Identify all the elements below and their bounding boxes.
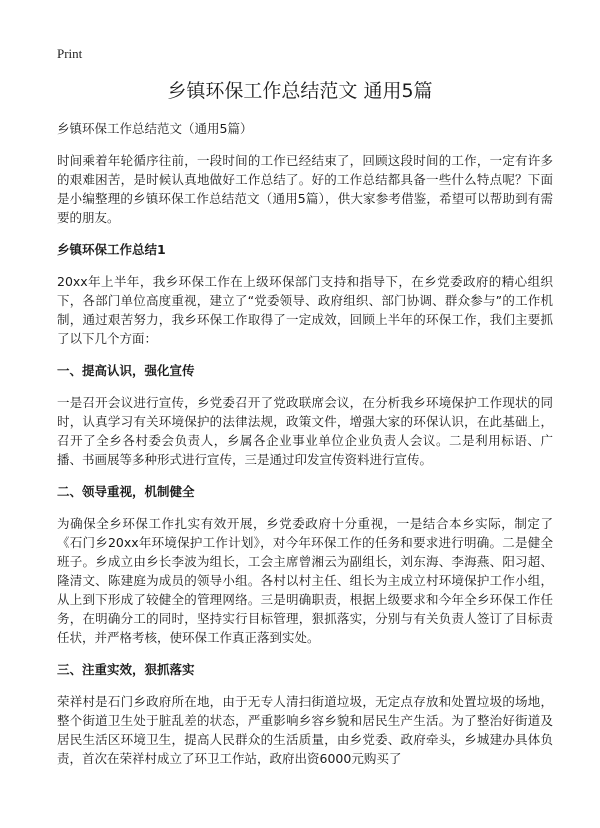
subheading-implementation: 三、注重实效，狠抓落实 xyxy=(57,662,195,677)
subheading-leadership: 二、领导重视，机制健全 xyxy=(57,484,195,499)
document-title: 乡镇环保工作总结范文 通用5篇 xyxy=(167,80,433,102)
paragraph-implementation: 荣祥村是石门乡政府所在地，由于无专人清扫街道垃圾，无定点存放和处置垃圾的场地，整个街道卫生处于脏乱差的状态，严重影响乡容乡貌和居民生产生活。为了整治好街道及居民生活区环境卫生，提高人民群众的生活质量，由乡党委、政府牵头，乡城建办具体负责，首次在荣祥村成立了环卫工作站，政府出资6000元购买了 xyxy=(57,694,553,766)
document-subtitle: 乡镇环保工作总结范文（通用5篇） xyxy=(57,121,253,136)
subheading-awareness: 一、提高认识，强化宣传 xyxy=(57,363,195,378)
paragraph-awareness: 一是召开会议进行宣传，乡党委召开了党政联席会议，在分析我乡环境保护工作现状的同时，认真学习有关环境保护的法律法规，政策文件，增强大家的环保认识，在此基础上，召开了全乡各村委会负责人，乡属各企业事业单位企业负责人会议。二是利用标语、广播、书画展等多种形式进行宣传，三是通过印发宣传资料进行宣传。 xyxy=(57,395,553,467)
section-heading-1: 乡镇环保工作总结1 xyxy=(57,242,166,257)
paragraph-leadership: 为确保全乡环保工作扎实有效开展，乡党委政府十分重视，一是结合本乡实际，制定了《石门乡20xx年环境保护工作计划》，对今年环保工作的任务和要求进行明确。二是健全班子。乡成立由乡长李波为组长，工会主席曾湘云为副组长，刘东海、李海燕、阳习超、隆清文、陈建庭为成员的领导小组。各村以村主任、组长为主成立村环境保护工作小组，从上到下形成了较健全的管理网络。三是明确职责，根据上级要求和今年全乡环保工作任务，在明确分工的同时，坚持实行目标管理，狠抓落实，分别与有关负责人签订了目标责任状，并严格考核，使环保工作真正落到实处。 xyxy=(57,516,553,645)
intro-paragraph: 时间乘着年轮循序往前，一段时间的工作已经结束了，回顾这段时间的工作，一定有许多的艰难困苦，是时候认真地做好工作总结了。好的工作总结都具备一些什么特点呢？下面是小编整理的乡镇环保工作总结范文（通用5篇），供大家参考借鉴，希望可以帮助到有需要的朋友。 xyxy=(57,153,553,225)
document-body xyxy=(57,120,553,782)
print-link[interactable]: Print xyxy=(57,46,83,61)
section-1-paragraph: 20xx年上半年，我乡环保工作在上级环保部门支持和指导下，在乡党委政府的精心组织下，各部门单位高度重视，建立了“党委领导、政府组织、部门协调、群众参与”的工作机制，通过艰苦努力，我乡环保工作取得了一定成效，回顾上半年的环保工作，我们主要抓了以下几个方面： xyxy=(57,274,553,346)
